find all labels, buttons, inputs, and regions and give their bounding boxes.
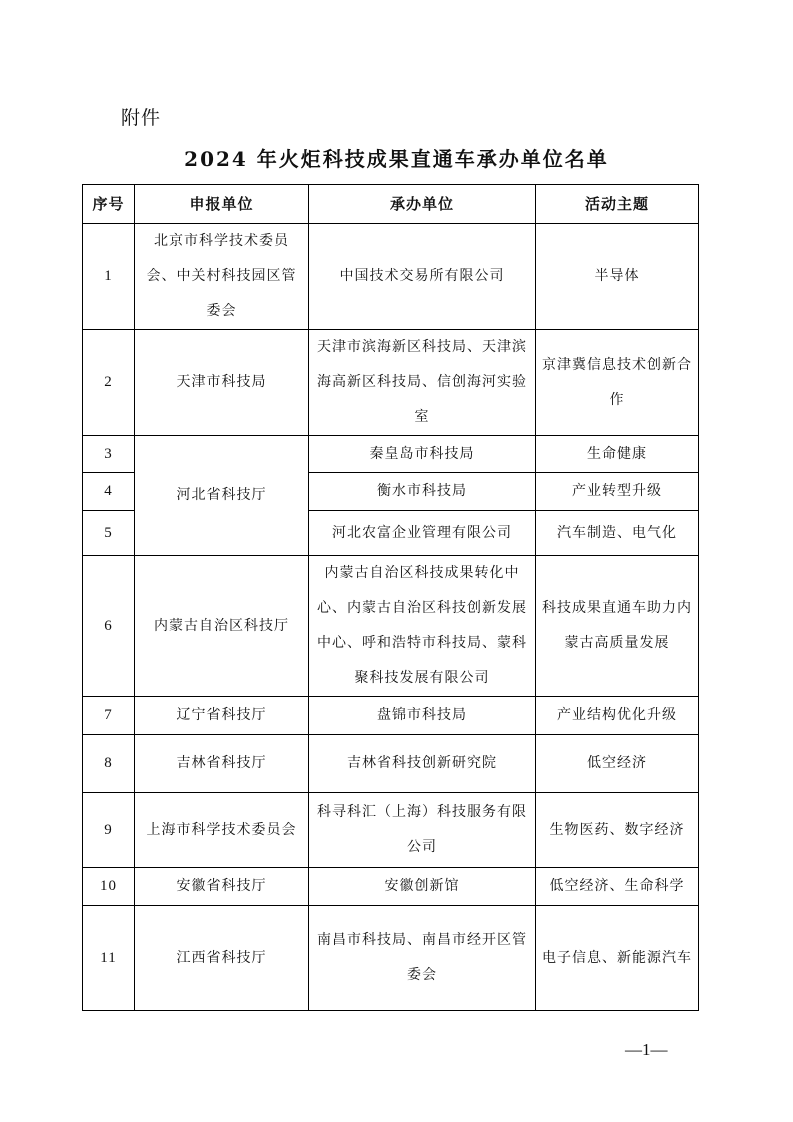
theme-cell: 京津冀信息技术创新合作 (536, 330, 699, 436)
host-unit-table (82, 184, 699, 1011)
applicant-cell: 安徽省科技厅 (135, 868, 309, 906)
applicant-cell: 北京市科学技术委员会、中关村科技园区管委会 (135, 224, 309, 330)
host-cell: 安徽创新馆 (309, 868, 536, 906)
theme-cell: 半导体 (536, 224, 699, 330)
row-number: 9 (83, 793, 135, 868)
theme-cell: 低空经济、生命科学 (536, 868, 699, 906)
table-row (83, 330, 699, 436)
host-cell: 衡水市科技局 (309, 473, 536, 511)
table-row (83, 793, 699, 868)
host-cell: 河北农富企业管理有限公司 (309, 511, 536, 556)
row-number: 8 (83, 735, 135, 793)
row-number: 7 (83, 697, 135, 735)
theme-cell: 科技成果直通车助力内蒙古高质量发展 (536, 556, 699, 697)
host-cell: 天津市滨海新区科技局、天津滨海高新区科技局、信创海河实验室 (309, 330, 536, 436)
applicant-cell: 江西省科技厅 (135, 906, 309, 1011)
table-header-row (83, 185, 699, 224)
table-row (83, 868, 699, 906)
applicant-cell: 天津市科技局 (135, 330, 309, 436)
theme-cell: 电子信息、新能源汽车 (536, 906, 699, 1011)
row-number: 6 (83, 556, 135, 697)
row-number: 3 (83, 436, 135, 473)
header-theme: 活动主题 (536, 185, 699, 224)
applicant-cell: 内蒙古自治区科技厅 (135, 556, 309, 697)
row-number: 2 (83, 330, 135, 436)
host-cell: 秦皇岛市科技局 (309, 436, 536, 473)
applicant-cell: 吉林省科技厅 (135, 735, 309, 793)
host-cell: 盘锦市科技局 (309, 697, 536, 735)
applicant-cell: 上海市科学技术委员会 (135, 793, 309, 868)
table-row (83, 906, 699, 1011)
row-number: 11 (83, 906, 135, 1011)
theme-cell: 生命健康 (536, 436, 699, 473)
theme-cell: 低空经济 (536, 735, 699, 793)
row-number: 4 (83, 473, 135, 511)
table-row (83, 556, 699, 697)
row-number: 10 (83, 868, 135, 906)
header-host: 承办单位 (309, 185, 536, 224)
theme-cell: 产业结构优化升级 (536, 697, 699, 735)
table-row (83, 436, 699, 473)
header-no: 序号 (83, 185, 135, 224)
row-number: 1 (83, 224, 135, 330)
page-number: —1— (625, 1040, 668, 1059)
host-cell: 内蒙古自治区科技成果转化中心、内蒙古自治区科技创新发展中心、呼和浩特市科技局、蒙科聚科技发展有限公司 (309, 556, 536, 697)
document-title: 2024 年火炬科技成果直通车承办单位名单 (184, 147, 609, 171)
applicant-cell: 河北省科技厅 (135, 436, 309, 556)
theme-cell: 产业转型升级 (536, 473, 699, 511)
host-cell: 南昌市科技局、南昌市经开区管委会 (309, 906, 536, 1011)
table-row (83, 697, 699, 735)
theme-cell: 汽车制造、电气化 (536, 511, 699, 556)
table-row (83, 224, 699, 330)
applicant-cell: 辽宁省科技厅 (135, 697, 309, 735)
header-applicant: 申报单位 (135, 185, 309, 224)
host-cell: 中国技术交易所有限公司 (309, 224, 536, 330)
attachment-label: 附件 (121, 107, 162, 129)
host-cell: 科寻科汇（上海）科技服务有限公司 (309, 793, 536, 868)
table-row (83, 735, 699, 793)
row-number: 5 (83, 511, 135, 556)
host-cell: 吉林省科技创新研究院 (309, 735, 536, 793)
theme-cell: 生物医药、数字经济 (536, 793, 699, 868)
